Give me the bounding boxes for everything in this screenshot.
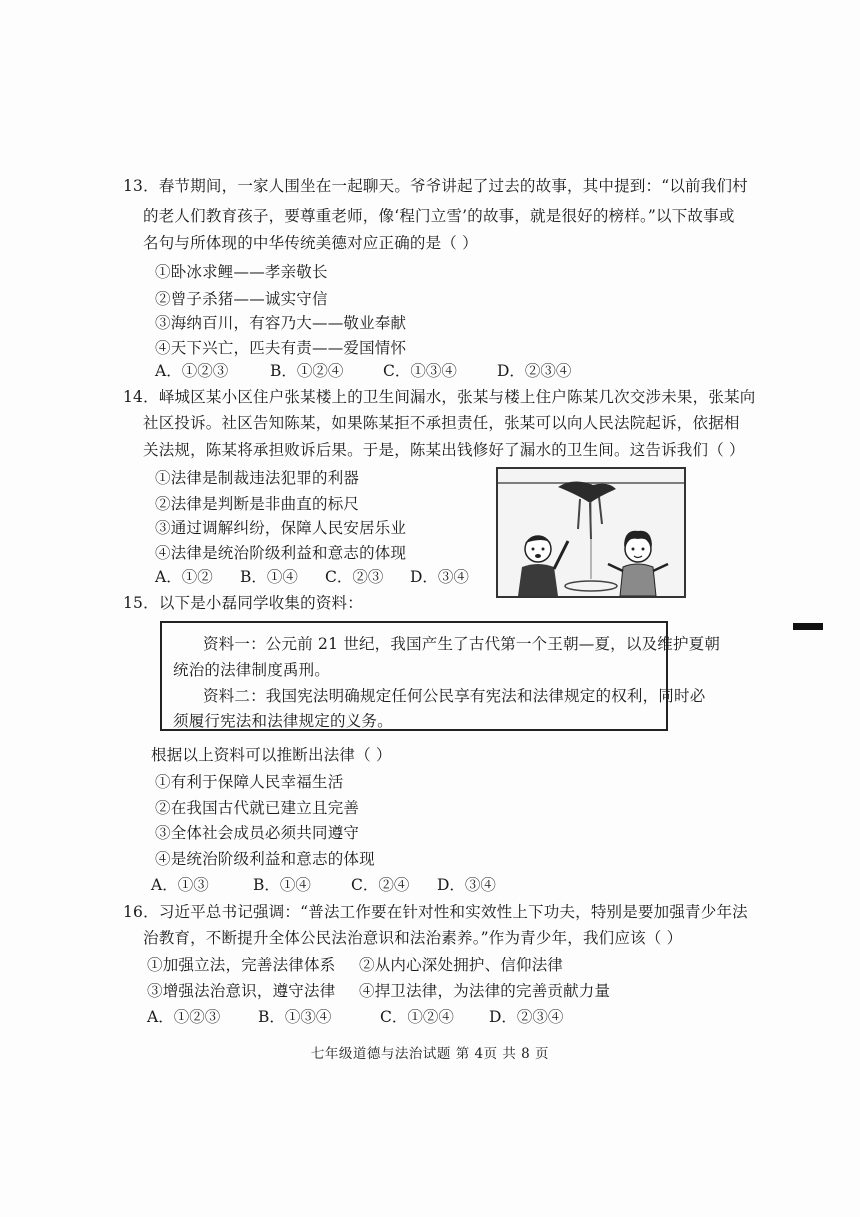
q16-item-1: ①加强立法，完善法律体系 [147, 956, 336, 974]
q16-choice-a: A．①②③ [147, 1008, 221, 1026]
q15-material-line-3: 资料二：我国宪法明确规定任何公民享有宪法和法律规定的权利，同时必 [203, 687, 706, 705]
q16-line-1: 16．习近平总书记强调：“普法工作要在针对性和实效性上下功夫，特别是要加强青少年法 [123, 903, 748, 921]
q14-item-2: ②法律是判断是非曲直的标尺 [155, 495, 360, 513]
q15-item-2: ②在我国古代就已建立且完善 [155, 799, 360, 817]
q13-choice-c: C．①③④ [383, 362, 457, 380]
q14-line-3: 关法规，陈某将承担败诉后果。于是，陈某出钱修好了漏水的卫生间。这告诉我们（ ） [143, 441, 745, 459]
q14-item-1: ①法律是制裁违法犯罪的利器 [155, 469, 360, 487]
q15-choice-b: B．①④ [253, 876, 311, 894]
q13-line-3: 名句与所体现的中华传统美德对应正确的是（ ） [143, 234, 478, 252]
q15-stem: 根据以上资料可以推断出法律（ ） [151, 746, 392, 764]
q16-item-3: ③增强法治意识，遵守法律 [147, 982, 336, 1000]
q15-intro: 15．以下是小磊同学收集的资料： [123, 594, 363, 612]
q15-material-line-2: 统治的法律制度禹刑。 [173, 661, 331, 679]
q13-choice-b: B．①②④ [270, 362, 344, 380]
q15-choice-c: C．②④ [351, 876, 410, 894]
q14-choice-c: C．②③ [325, 568, 384, 586]
q15-item-1: ①有利于保障人民幸福生活 [155, 773, 344, 791]
q13-choice-a: A．①②③ [155, 362, 229, 380]
leak-illustration-drawing [498, 469, 684, 596]
q16-choice-d: D．②③④ [489, 1008, 564, 1026]
q16-line-2: 治教育，不断提升全体公民法治意识和法治素养。”作为青少年，我们应该（ ） [143, 929, 683, 947]
leak-illustration [496, 467, 686, 598]
q13-item-1: ①卧冰求鲤——孝亲敬长 [155, 263, 328, 281]
q13-item-4: ④天下兴亡，匹夫有责——爱国情怀 [155, 339, 407, 357]
q13-line-2: 的老人们教育孩子，要尊重老师，像‘程门立雪’的故事，就是很好的榜样。”以下故事或 [143, 207, 735, 225]
q14-choice-a: A．①② [155, 568, 213, 586]
q16-choice-b: B．①③④ [258, 1008, 332, 1026]
q14-line-1: 14．峄城区某小区住户张某楼上的卫生间漏水，张某与楼上住户陈某几次交涉未果，张某向 [123, 388, 756, 406]
q14-choice-d: D．③④ [410, 568, 469, 586]
q16-item-2: ②从内心深处拥护、信仰法律 [359, 956, 564, 974]
page-footer: 七年级道德与法治试题 第 4页 共 8 页 [310, 1046, 550, 1062]
q14-item-3: ③通过调解纠纷，保障人民安居乐业 [155, 519, 407, 537]
q15-item-3: ③全体社会成员必须共同遵守 [155, 824, 360, 842]
q16-choice-c: C．①②④ [380, 1008, 454, 1026]
q13-item-3: ③海纳百川，有容乃大——敬业奉献 [155, 314, 407, 332]
q14-line-2: 社区投诉。社区告知陈某，如果陈某拒不承担责任，张某可以向人民法院起诉，依据相 [143, 414, 740, 432]
q15-material-line-4: 须履行宪法和法律规定的义务。 [173, 712, 393, 730]
q14-item-4: ④法律是统治阶级利益和意志的体现 [155, 544, 407, 562]
scan-mark [793, 623, 823, 630]
q13-item-2: ②曾子杀猪——诚实守信 [155, 290, 328, 308]
q15-choice-a: A．①③ [151, 876, 209, 894]
q15-item-4: ④是统治阶级利益和意志的体现 [155, 850, 375, 868]
q15-choice-d: D．③④ [437, 876, 496, 894]
q13-line-1: 13．春节期间，一家人围坐在一起聊天。爷爷讲起了过去的故事，其中提到：“以前我们村 [123, 177, 748, 195]
q15-material-line-1: 资料一：公元前 21 世纪，我国产生了古代第一个王朝—夏，以及维护夏朝 [203, 635, 721, 653]
q14-choice-b: B．①④ [240, 568, 298, 586]
q13-choice-d: D．②③④ [497, 362, 572, 380]
q16-item-4: ④捍卫法律，为法律的完善贡献力量 [359, 982, 611, 1000]
